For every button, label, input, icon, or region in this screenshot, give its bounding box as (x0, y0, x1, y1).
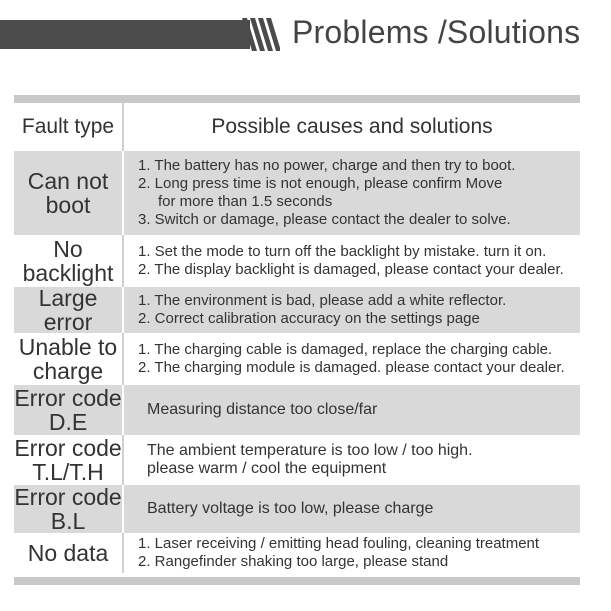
cause-line: 1. Laser receiving / emitting head fouling, cleaning treatment (138, 535, 540, 552)
fault-cell (14, 235, 124, 287)
causes-cell (124, 385, 580, 435)
table-bottom-rule (14, 577, 580, 585)
cause-line: 1. The environment is bad, please add a white reflector. (138, 292, 507, 309)
table-row (14, 151, 580, 235)
fault-line: Unable to (18, 334, 118, 360)
fault-line: Error code (14, 435, 122, 461)
cause-line: for more than 1.5 seconds (158, 193, 333, 210)
causes-cell (124, 533, 580, 573)
causes-cell (124, 151, 580, 235)
page-title: Problems /Solutions (292, 14, 581, 50)
table-row (14, 435, 580, 485)
fault-line: backlight (22, 260, 114, 286)
fault-line: D.E (48, 409, 88, 435)
causes-cell (124, 485, 580, 533)
cause-line: 1. The charging cable is damaged, replace the charging cable. (138, 341, 553, 358)
fault-cell (14, 333, 124, 385)
cause-line: 2. Long press time is not enough, please confirm Move (138, 175, 503, 192)
slash-stripes-icon (240, 18, 280, 51)
cause-line: 3. Switch or damage, please contact the dealer to solve. (138, 211, 511, 228)
table-row (14, 533, 580, 573)
table-row (14, 235, 580, 287)
header-bar (0, 20, 250, 49)
fault-line: boot (45, 192, 91, 218)
fault-line: Can not (27, 168, 109, 194)
header-fault-type: Fault type (14, 103, 124, 151)
causes-cell (124, 435, 580, 485)
fault-line: Large error (38, 285, 98, 335)
table-top-rule (14, 95, 580, 103)
troubleshooting-table (14, 95, 580, 585)
fault-line: charge (32, 358, 104, 384)
cause-line: The ambient temperature is too low / too high. (147, 442, 473, 459)
causes-cell (124, 235, 580, 287)
cause-line: 2. The charging module is damaged. please contact your dealer. (138, 359, 565, 376)
fault-cell (14, 435, 124, 485)
causes-cell (124, 287, 580, 333)
fault-line: Error code (14, 385, 122, 411)
fault-line: T.L/T.H (32, 459, 104, 485)
fault-line: No (53, 236, 83, 262)
fault-line: No data (27, 540, 109, 566)
cause-line: Measuring distance too close/far (147, 401, 378, 418)
fault-line: Error code (14, 484, 122, 510)
cause-line: 2. Correct calibration accuracy on the settings page (138, 310, 480, 327)
table-row (14, 287, 580, 333)
cause-line: 2. Rangefinder shaking too large, please stand (138, 553, 449, 570)
table-row (14, 485, 580, 533)
cause-line: 1. Set the mode to turn off the backlight by mistake. turn it on. (138, 243, 547, 260)
table-row (14, 333, 580, 385)
fault-line: B.L (50, 508, 86, 534)
causes-cell (124, 333, 580, 385)
fault-cell (14, 385, 124, 435)
cause-line: 2. The display backlight is damaged, please contact your dealer. (138, 261, 564, 278)
table-header-row (14, 103, 580, 151)
cause-line: Battery voltage is too low, please charge (147, 500, 434, 517)
fault-cell (14, 485, 124, 533)
fault-cell (14, 151, 124, 235)
table-row (14, 385, 580, 435)
header-causes: Possible causes and solutions (211, 115, 493, 138)
cause-line: 1. The battery has no power, charge and then try to boot. (138, 157, 516, 174)
cause-line: please warm / cool the equipment (147, 460, 387, 477)
fault-cell (14, 287, 124, 333)
fault-cell (14, 533, 124, 573)
